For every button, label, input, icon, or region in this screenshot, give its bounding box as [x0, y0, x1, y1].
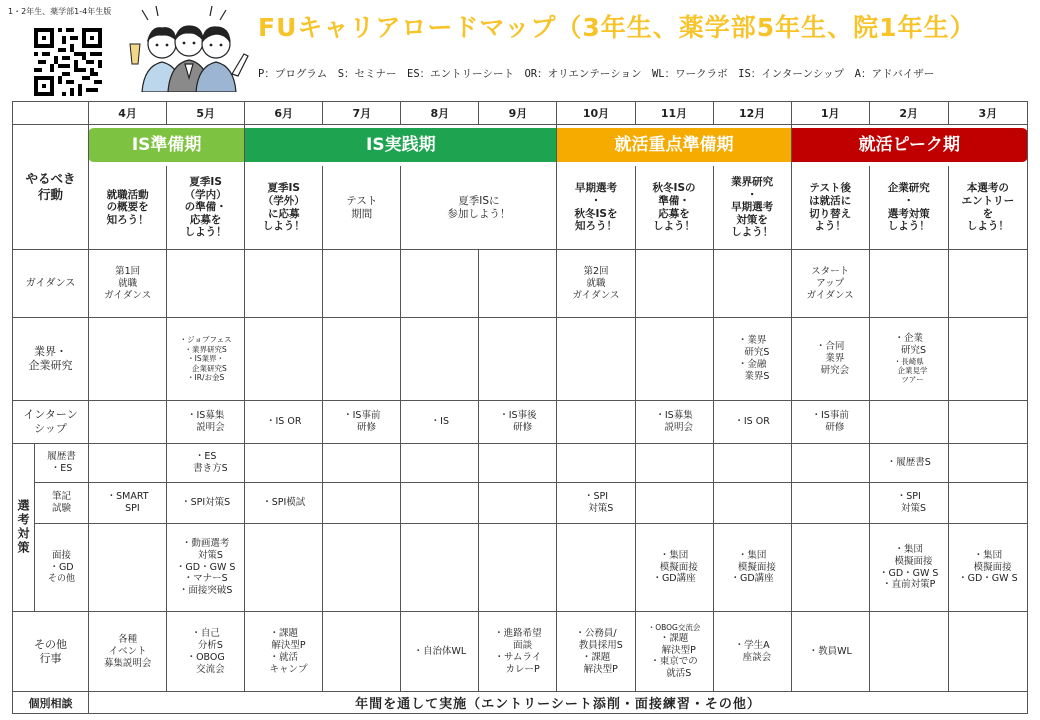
career-roadmap-table [12, 101, 1028, 714]
other-sep: ・進路希望 面談 ・サムライ カレーP [479, 612, 557, 692]
other-aug: ・自治体WL [401, 612, 479, 692]
month-jul: 7月 [323, 102, 401, 125]
phase-goal-row [13, 124, 1028, 166]
resume-feb: ・履歴書S [869, 443, 948, 482]
other-may: ・自己 分析S ・OBOG 交流会 [167, 612, 245, 692]
corner-cell [13, 102, 89, 125]
other-nov [635, 612, 713, 692]
month-nov: 11月 [635, 102, 713, 125]
other-oct: ・公務員/ 教員採用S ・課題 解決型P [557, 612, 635, 692]
industry-may: ・ジョブフェス ・業界研究S ・IS業界・ 企業研究S ・IR/お金S [167, 318, 245, 400]
month-oct: 10月 [557, 102, 635, 125]
interview-row [13, 523, 1028, 611]
students-illustration [128, 4, 250, 92]
intern-sep: ・IS事後 研修 [479, 400, 557, 443]
goal-aug-sep: 夏季ISに 参加しよう！ [401, 166, 557, 250]
month-feb: 2月 [869, 102, 948, 125]
other-jun: ・課題 解決型P ・就活 キャンプ [245, 612, 323, 692]
selection-group-label: 選考対策 [13, 443, 35, 612]
abbreviation-legend: P：プログラム S：セミナー ES：エントリーシート OR：オリエンテーション WL：ワークラボ IS：インターンシップ A：アドバイザー [258, 68, 935, 80]
resume-may: ・ES 書き方S [167, 443, 245, 482]
interview-may: ・動画選考 対策S ・GD・GW S ・マナーS ・面接突破S [167, 523, 245, 611]
consult-row-label: 個別相談 [13, 692, 89, 714]
phase-job-prep: 就活重点準備期 [556, 128, 791, 162]
month-jan: 1月 [791, 102, 869, 125]
month-sep: 9月 [479, 102, 557, 125]
phase-job-peak: 就活ピーク期 [791, 128, 1028, 162]
written-oct: ・SPI 対策S [557, 482, 635, 523]
interview-dec: ・集団 模擬面接 ・GD講座 [713, 523, 791, 611]
intern-jan: ・IS事前 研修 [791, 400, 869, 443]
month-may: 5月 [167, 102, 245, 125]
guidance-jan: スタート アップ ガイダンス [791, 250, 869, 318]
interview-nov: ・集団 模擬面接 ・GD講座 [635, 523, 713, 611]
other-dec: ・学生A 座談会 [713, 612, 791, 692]
goal-may: 夏季IS （学内） の準備・ 応募を しよう！ [167, 166, 245, 250]
goal-jun: 夏季IS （学外） に応募 しよう！ [245, 166, 323, 250]
goal-jul: テスト 期間 [323, 166, 401, 250]
industry-feb [869, 318, 948, 400]
other-nov-main: ・課題 解決型P ・東京での 就活S [650, 632, 698, 680]
month-mar: 3月 [948, 102, 1027, 125]
phase-is-practice: IS実践期 [244, 128, 557, 162]
month-aug: 8月 [401, 102, 479, 125]
industry-jan: ・合同 業界 研究会 [791, 318, 869, 400]
other-events-row [13, 612, 1028, 692]
goal-feb: 企業研究 ・ 選考対策 しよう！ [869, 166, 948, 250]
intern-aug: ・IS [401, 400, 479, 443]
guidance-row-label: ガイダンス [13, 250, 89, 318]
page-title: FUキャリアロードマップ（3年生、薬学部5年生、院1年生） [258, 13, 976, 42]
intern-dec: ・IS OR [713, 400, 791, 443]
qr-code[interactable] [34, 28, 102, 96]
goal-row-label: やるべき 行動 [13, 124, 89, 250]
written-may: ・SPI対策S [167, 482, 245, 523]
interview-feb: ・集団 模擬面接 ・GD・GW S ・直前対策P [869, 523, 948, 611]
industry-feb-sub: ・長崎県 企業見学 ツアー [893, 356, 928, 385]
interview-row-label: 面接 ・GD その他 [35, 523, 89, 611]
industry-dec: ・業界 研究S ・金融 業界S [713, 318, 791, 400]
internship-row [13, 400, 1028, 443]
guidance-row [13, 250, 1028, 318]
month-dec: 12月 [713, 102, 791, 125]
other-row-label: その他 行事 [13, 612, 89, 692]
other-jan: ・教員WL [791, 612, 869, 692]
resume-row-label: 履歴書 ・ES [35, 443, 89, 482]
written-apr: ・SMART SPI [89, 482, 167, 523]
guidance-apr: 第1回 就職 ガイダンス [89, 250, 167, 318]
written-feb: ・SPI 対策S [869, 482, 948, 523]
written-row-label: 筆記 試験 [35, 482, 89, 523]
written-test-row [13, 482, 1028, 523]
month-jun: 6月 [245, 102, 323, 125]
guidance-oct: 第2回 就職 ガイダンス [557, 250, 635, 318]
intern-jul: ・IS事前 研修 [323, 400, 401, 443]
industry-row [13, 318, 1028, 400]
page-header [0, 0, 1040, 100]
top-note: 1・2年生、薬学部1-4年生版 [8, 7, 112, 16]
intern-may: ・IS募集 説明会 [167, 400, 245, 443]
month-header-row [13, 102, 1028, 125]
other-apr: 各種 イベント 募集説明会 [89, 612, 167, 692]
month-apr: 4月 [89, 102, 167, 125]
industry-row-label: 業界・ 企業研究 [13, 318, 89, 400]
consult-text: 年間を通して実施（エントリーシート添削・面接練習・その他） [89, 692, 1028, 714]
intern-nov: ・IS募集 説明会 [635, 400, 713, 443]
resume-row [13, 443, 1028, 482]
goal-apr: 就職活動 の概要を 知ろう！ [89, 166, 167, 250]
goal-mar: 本選考の エントリー を しよう！ [948, 166, 1027, 250]
interview-mar: ・集団 模擬面接 ・GD・GW S [948, 523, 1027, 611]
goal-oct: 早期選考 ・ 秋冬ISを 知ろう！ [557, 166, 635, 250]
intern-jun: ・IS OR [245, 400, 323, 443]
goal-row [13, 166, 1028, 250]
goal-dec: 業界研究 ・ 早期選考 対策を しよう！ [713, 166, 791, 250]
consultation-row [13, 692, 1028, 714]
written-jun: ・SPI模試 [245, 482, 323, 523]
goal-nov: 秋冬ISの 準備・ 応募を しよう！ [635, 166, 713, 250]
other-nov-obog: ・OBOG交流会 [647, 623, 701, 633]
phase-is-prep: IS準備期 [88, 128, 245, 162]
industry-feb-main: ・企業 研究S [894, 332, 926, 356]
internship-row-label: インターン シップ [13, 400, 89, 443]
goal-jan: テスト後 は就活に 切り替え よう！ [791, 166, 869, 250]
